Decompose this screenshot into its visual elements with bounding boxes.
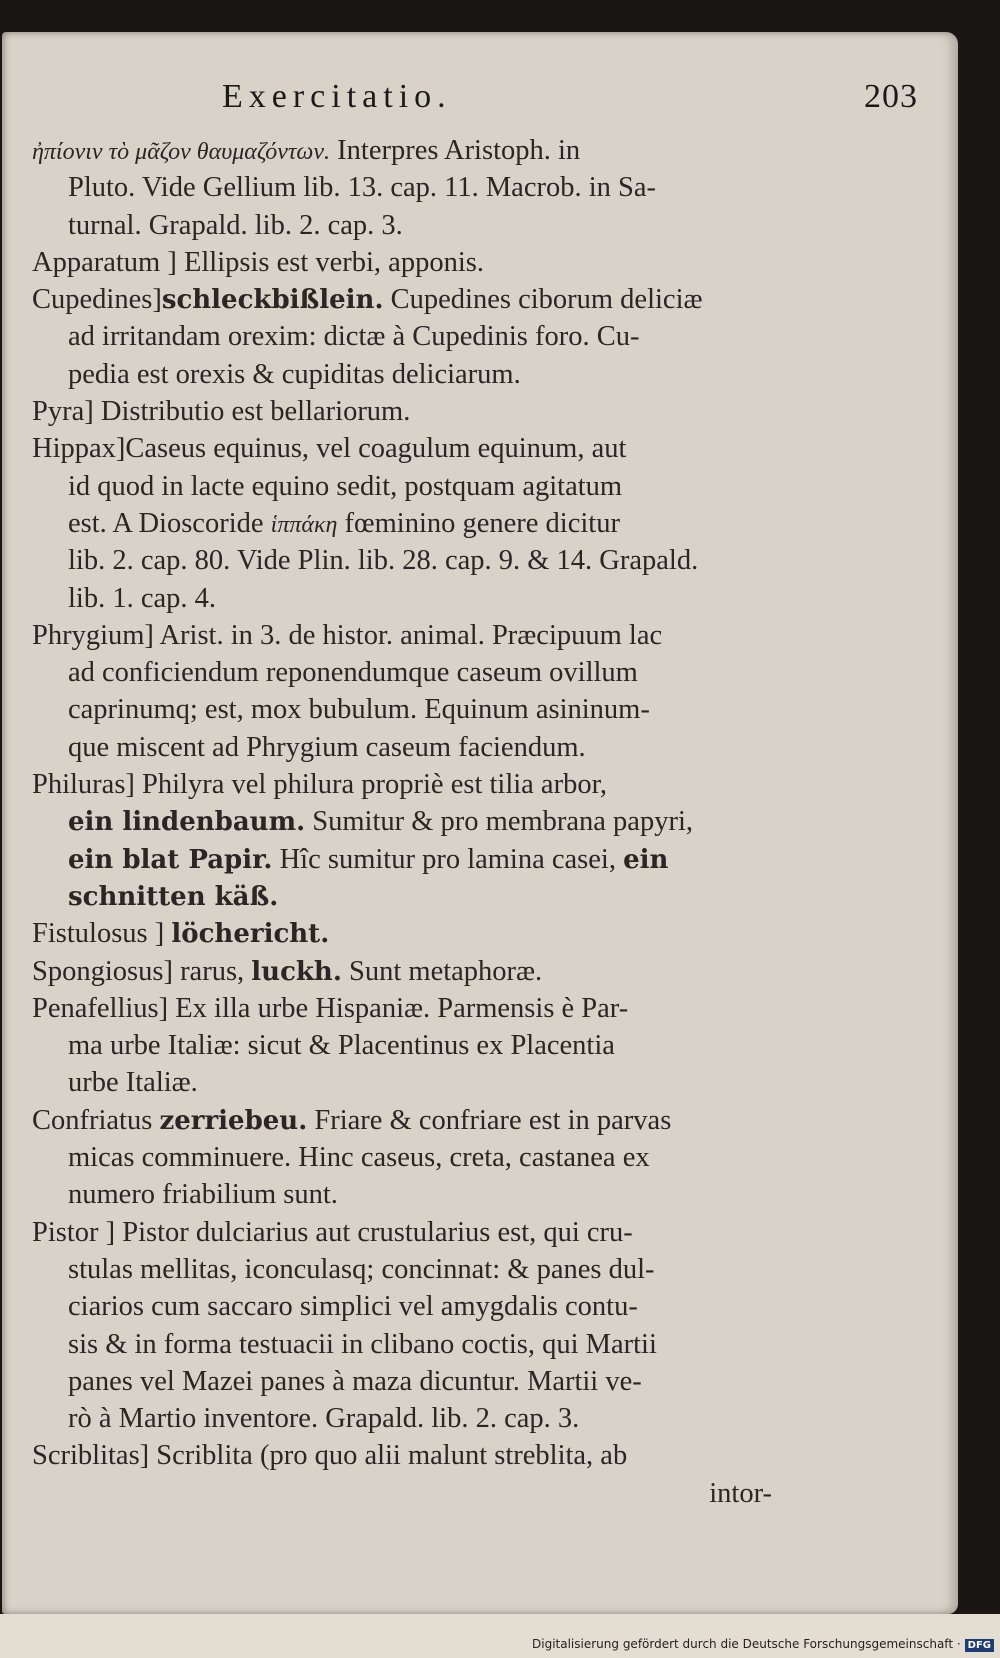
text-line [32, 691, 772, 728]
text-line [32, 990, 772, 1027]
text-line [32, 915, 772, 952]
german-gloss: luckh. [251, 956, 342, 987]
text-line [32, 468, 772, 505]
german-gloss: ein [623, 844, 669, 875]
latin-text: lib. 1. cap. 4. [68, 582, 217, 614]
latin-text: ad irritandam orexim: dictæ à Cupedinis foro. Cu- [68, 321, 640, 353]
text-line [32, 729, 772, 766]
latin-text: id quod in lacte equino sedit, postquam agitatum [68, 470, 623, 502]
dfg-logo: DFG [965, 1639, 994, 1652]
text-line [32, 505, 772, 542]
german-gloss: schnitten käß. [68, 881, 279, 912]
latin-text: turnal. Grapald. lib. 2. cap. 3. [68, 209, 403, 241]
text-line [32, 1363, 772, 1400]
german-gloss: schleckbißlein. [161, 285, 384, 316]
text-line [32, 878, 772, 915]
text-line [32, 617, 772, 654]
greek-text: ἱππάκη [270, 511, 338, 538]
latin-text: lib. 2. cap. 80. Vide Plin. lib. 28. cap. 9. & 14. Grapald. [68, 545, 699, 577]
latin-text: Phrygium] Arist. in 3. de histor. animal. Præcipuum lac [32, 619, 663, 651]
german-gloss: löchericht. [171, 919, 330, 950]
text-line [32, 1437, 772, 1474]
latin-text: Interpres Aristoph. in [330, 135, 581, 166]
german-gloss: zerriebeu. [159, 1105, 308, 1136]
latin-text: Friare & confriare est in parvas [307, 1104, 672, 1136]
latin-text: ma urbe Italiæ: sicut & Placentinus ex Placentia [68, 1030, 615, 1062]
latin-text: sis & in forma testuacii in clibano coctis, qui Martii [68, 1328, 657, 1360]
body-text [32, 132, 772, 1512]
latin-text: Hîc sumitur pro lamina casei, [272, 843, 624, 875]
text-line [32, 169, 772, 206]
text-line [32, 1064, 772, 1101]
latin-text: Fistulosus ] [32, 918, 172, 950]
funding-credit [532, 1637, 994, 1652]
latin-text: Pyra] Distributio est bellariorum. [32, 396, 411, 428]
german-gloss: ein blat Papir. [68, 844, 273, 875]
text-line [32, 1027, 772, 1064]
text-line [32, 356, 772, 393]
running-title: Exercitatio. [222, 78, 452, 115]
text-line [32, 132, 772, 169]
german-gloss: ein lindenbaum. [68, 807, 306, 838]
text-line [32, 841, 772, 878]
latin-text: ciarios cum saccaro simplici vel amygdalis contu- [68, 1291, 638, 1323]
latin-text: rò à Martio inventore. Grapald. lib. 2. cap. 3. [68, 1403, 580, 1435]
text-line [32, 1102, 772, 1139]
latin-text: Pistor ] Pistor dulciarius aut crustularius est, qui cru- [32, 1216, 633, 1248]
text-line [32, 1139, 772, 1176]
latin-text: Pluto. Vide Gellium lib. 13. cap. 11. Macrob. in Sa- [68, 172, 657, 204]
latin-text: caprinumq; est, mox bubulum. Equinum asininum- [68, 694, 650, 726]
latin-text: stulas mellitas, iconculasq; concinnat: & panes dul- [68, 1253, 655, 1285]
running-header [222, 78, 918, 116]
latin-text: pedia est orexis & cupiditas deliciarum. [68, 358, 521, 390]
text-line [32, 1400, 772, 1437]
text-line [32, 207, 772, 244]
latin-text: Philuras] Philyra vel philura propriè est tilia arbor, [32, 769, 608, 801]
latin-text: Apparatum ] Ellipsis est verbi, apponis. [32, 246, 484, 278]
latin-text: est. A Dioscoride [68, 507, 271, 539]
latin-text: Sunt metaphoræ. [341, 955, 543, 987]
text-line [32, 430, 772, 467]
latin-text: Cupedines] [32, 284, 162, 316]
latin-text: Spongiosus] rarus, [32, 955, 252, 987]
latin-text: Hippax]Caseus equinus, vel coagulum equinum, aut [32, 433, 627, 465]
text-line [32, 1214, 772, 1251]
latin-text: Scriblitas] Scriblita (pro quo alii malunt streblita, ab [32, 1440, 628, 1472]
latin-text: numero friabilium sunt. [68, 1179, 338, 1211]
text-line [32, 1288, 772, 1325]
latin-text: Confriatus [32, 1104, 160, 1136]
text-line [32, 1475, 772, 1512]
text-line [32, 580, 772, 617]
text-line [32, 1326, 772, 1363]
latin-text: ad conficiendum reponendumque caseum ovillum [68, 657, 638, 689]
latin-text: micas comminuere. Hinc caseus, creta, castanea ex [68, 1142, 650, 1174]
latin-text: Sumitur & pro membrana papyri, [305, 806, 693, 838]
latin-text: fœminino genere dicitur [337, 507, 620, 539]
text-line [32, 318, 772, 355]
text-line [32, 766, 772, 803]
latin-text: Cupedines ciborum deliciæ [383, 284, 703, 316]
latin-text: urbe Italiæ. [68, 1067, 198, 1099]
text-line [32, 1251, 772, 1288]
text-line [32, 393, 772, 430]
text-line [32, 953, 772, 990]
text-line [32, 542, 772, 579]
text-line [32, 1176, 772, 1213]
latin-text: panes vel Mazei panes à maza dicuntur. Martii ve- [68, 1365, 642, 1397]
credit-text: Digitalisierung gefördert durch die Deutsche Forschungsgemeinschaft · [532, 1637, 961, 1651]
text-line [32, 281, 772, 318]
text-line [32, 803, 772, 840]
book-page [2, 32, 958, 1614]
latin-text: Penafellius] Ex illa urbe Hispaniæ. Parmensis è Par- [32, 992, 629, 1024]
text-line [32, 244, 772, 281]
greek-text: ἠπίονιν τὸ μᾶζον θαυμαζόντων. [32, 139, 331, 165]
latin-text: que miscent ad Phrygium caseum faciendum. [68, 731, 586, 763]
latin-text: intor- [709, 1477, 772, 1509]
text-line [32, 654, 772, 691]
page-number: 203 [864, 78, 918, 115]
